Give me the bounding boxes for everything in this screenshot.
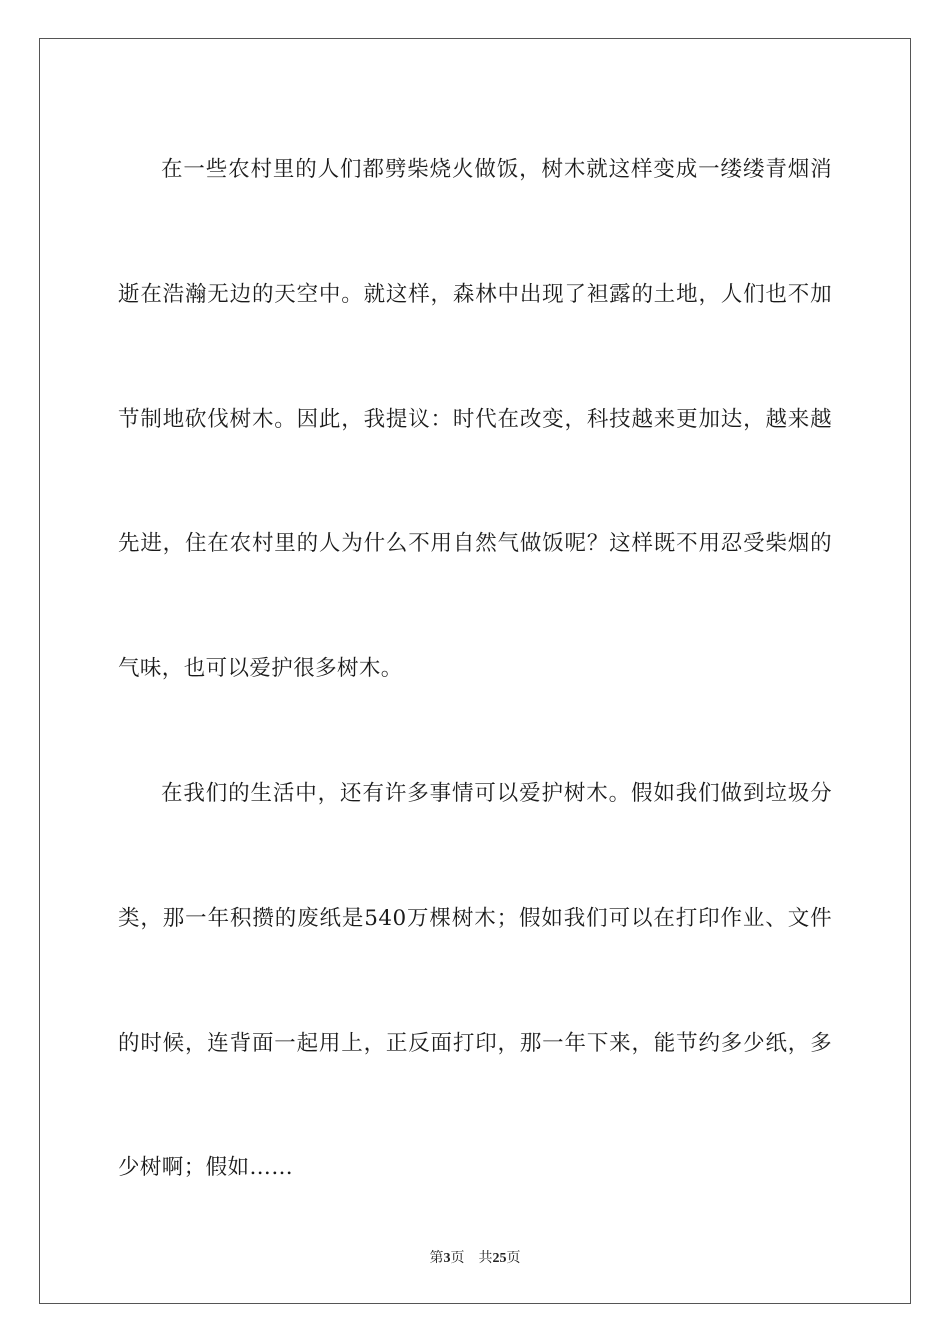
document-body: [118, 108, 832, 1231]
total-prefix: 共: [478, 1251, 493, 1266]
page-prefix: 第: [429, 1251, 444, 1266]
paragraph-2: 在我们的生活中，还有许多事情可以爱护树木。假如我们做到垃圾分类，那一年积攒的废纸是540万棵树木；假如我们可以在打印作业、文件的时候，连背面一起用上，正反面打印，那一年下来，能节约多少纸，多少树啊；假如……: [118, 780, 832, 1181]
total-suffix: 页: [506, 1251, 521, 1266]
page-number: 3: [443, 1251, 451, 1266]
page-suffix: 页: [450, 1251, 465, 1266]
paragraph-1: 在一些农村里的人们都劈柴烧火做饭，树木就这样变成一缕缕青烟消逝在浩瀚无边的天空中。就这样，森林中出现了袒露的土地，人们也不加节制地砍伐树木。因此，我提议：时代在改变，科技越来更加达，越来越先进，住在农村里的人为什么不用自然气做饭呢？这样既不用忍受柴烟的气味，也可以爱护很多树木。: [118, 157, 832, 682]
total-pages: 25: [492, 1251, 507, 1266]
page-footer: [0, 1247, 950, 1267]
